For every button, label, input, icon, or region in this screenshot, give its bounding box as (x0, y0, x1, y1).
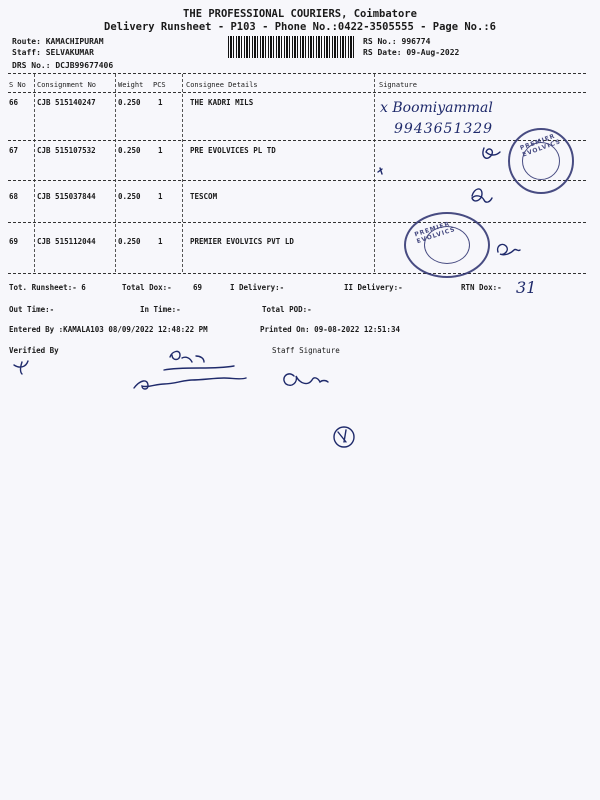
col-sno-header: S No (9, 81, 26, 89)
row-sno: 67 (9, 146, 19, 155)
ii-delivery-label: II Delivery:- (344, 283, 403, 292)
row-pcs: 1 (158, 192, 163, 201)
company-title: THE PROFESSIONAL COURIERS, Coimbatore (183, 8, 417, 20)
handwritten-receiver-name: x Boomiyammal (380, 100, 493, 116)
row-consignment: CJB 515140247 (37, 98, 96, 107)
in-time-label: In Time:- (140, 305, 181, 314)
row-sno: 66 (9, 98, 19, 107)
col-pcs-header: PCS (153, 81, 166, 89)
verified-by-label: Verified By (9, 346, 59, 355)
entered-by: Entered By :KAMALA103 08/09/2022 12:48:22 PM (9, 325, 208, 334)
printed-on: Printed On: 09-08-2022 12:51:34 (260, 325, 400, 334)
row-pcs: 1 (158, 146, 163, 155)
col-signature-header: Signature (379, 81, 417, 89)
row-weight: 0.250 (118, 237, 141, 246)
stamp-text: PREMIER EVOLVICS (413, 220, 457, 246)
handwritten-rtn-count: 31 (516, 278, 537, 297)
row-consignee: THE KADRI MILS (190, 98, 254, 107)
rs-no: RS No.: 996774 (363, 37, 431, 46)
staff-label: Staff: SELVAKUMAR (12, 48, 94, 57)
row-pcs: 1 (158, 237, 163, 246)
row-consignee: TESCOM (190, 192, 218, 201)
drs-label: DRS No.: DCJB99677406 (12, 61, 114, 70)
staff-signature-label: Staff Signature (272, 346, 340, 355)
total-dox-label: Total Dox:- (122, 283, 172, 292)
col-weight-header: Weight (118, 81, 144, 89)
route-label: Route: KAMACHIPURAM (12, 37, 104, 46)
total-dox-value: 69 (193, 283, 203, 292)
row-sno: 69 (9, 237, 19, 246)
out-time-label: Out Time:- (9, 305, 55, 314)
row-pcs: 1 (158, 98, 163, 107)
handwritten-phone: 9943651329 (394, 121, 494, 137)
runsheet-title: Delivery Runsheet - P103 - Phone No.:0422-3505555 - Page No.:6 (104, 21, 496, 33)
rtn-dox-label: RTN Dox:- (461, 283, 502, 292)
row-consignee: PREMIER EVOLVICS PVT LD (190, 237, 294, 246)
row-weight: 0.250 (118, 98, 141, 107)
row-consignment: CJB 515107532 (37, 146, 96, 155)
row-weight: 0.250 (118, 146, 141, 155)
tot-runsheet: Tot. Runsheet:- 6 (9, 283, 86, 292)
row-consignee: PRE EVOLVICES PL TD (190, 146, 276, 155)
stamp-text: PREMIER EVOLVICS (519, 132, 562, 159)
row-consignment: CJB 515037844 (37, 192, 96, 201)
total-pod-label: Total POD:- (262, 305, 312, 314)
row-sno: 68 (9, 192, 19, 201)
col-consignment-header: Consignment No (37, 81, 97, 89)
i-delivery-label: I Delivery:- (230, 283, 285, 292)
row-consignment: CJB 515112044 (37, 237, 96, 246)
row-weight: 0.250 (118, 192, 141, 201)
col-consignee-header: Consignee Details (186, 81, 258, 89)
rs-date: RS Date: 09-Aug-2022 (363, 48, 460, 57)
